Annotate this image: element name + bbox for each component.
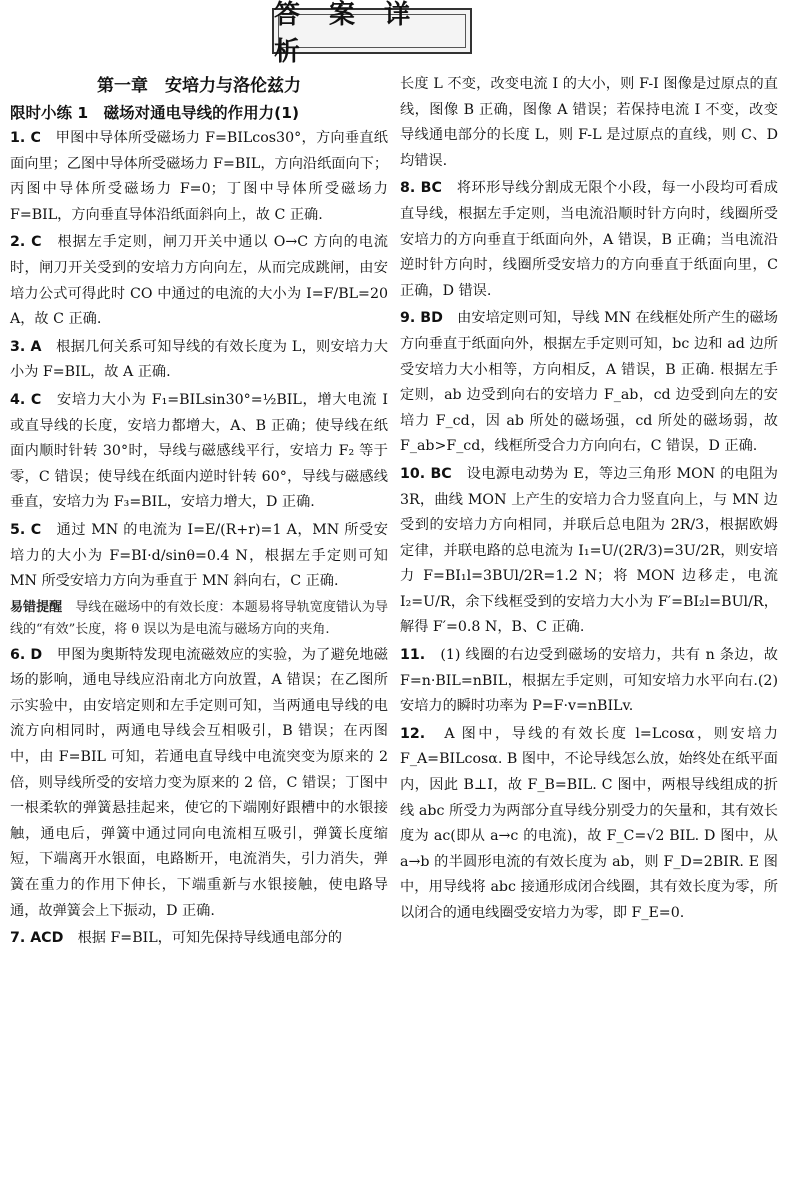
answer-item: 5. C 通过 MN 的电流为 I=E/(R+r)=1 A，MN 所受安培力的大小为 F=BI·d/sinθ=0.4 N，根据左手定则可知 MN 所受安培力方向为垂直于 MN 斜向右，C 正确. <box>10 521 388 590</box>
answer-item: 9. BD 由安培定则可知，导线 MN 在线框处所产生的磁场方向垂直于纸面向外，根据左手定则可知，bc 边和 ad 边所受安培力大小相等，方向相反，A 错误，B 正确. 根据左手定则，ab 边受到向右的安培力 F_ab，cd 边受到向左的安培力 F_cd，因 ab 所处的磁场强，cd 所处的磁场弱，故 F_ab>F_cd，线框所受合力方向向右，C 错误，D 正确. <box>400 310 778 455</box>
answer-item: 8. BC 将环形导线分割成无限个小段，每一小段均可看成直导线，根据左手定则，当电流沿顺时针方向时，线圈所受安培力的方向垂直于纸面向外，A 错误，B 正确；当电流沿逆时针方向时，线圈所受安培力的方向垂直于纸面向里，C 正确，D 错误. <box>400 180 778 299</box>
answer-item: 11. (1) 线圈的右边受到磁场的安培力，共有 n 条边，故 F=n·BIL=nBIL，根据左手定则，可知安培力水平向右.(2) 安培力的瞬时功率为 P=F·v=nBILv. <box>400 647 778 715</box>
banner-title: 答 案 详 析 <box>274 0 421 67</box>
answer-item-continued: 长度 L 不变，改变电流 I 的大小，则 F-I 图像是过原点的直线，图像 B 正确，图像 A 错误；若保持电流 I 不变，改变导线通电部分的长度 L，则 F-L 是过原点的直线，则 C、D 均错误. <box>400 76 778 169</box>
answer-item: 4. C 安培力大小为 F₁=BILsin30°=½BIL，增大电流 I 或直导线的长度，安培力都增大，A、B 正确；使导线在纸面内顺时针转 30°时，导线与磁感线平行，安培力 F₂ 等于零，C 错误；使导线在纸面内逆时针转 60°，导线与磁感线垂直，安培力为 F₃=BIL，安培力增大，D 正确. <box>10 391 388 511</box>
answer-item: 6. D 甲图为奥斯特发现电流磁效应的实验，为了避免地磁场的影响，通电导线应沿南北方向放置，A 错误；在乙图所示实验中，由安培定则和左手定则可知，当两通电导线的电流方向相同时，两通电导线会互相吸引，B 错误；在丙图中，由 F=BIL 可知，若通电直导线中电流突变为原来的 2 倍，则导线所受的安培力变为原来的 2 倍，C 错误；丁图中一根柔软的弹簧悬挂起来，使它的下端刚好跟槽中的水银接触，通电后，弹簧中通过同向电流相互吸引，弹簧长度缩短，下端离开水银面，电路断开，电流消失，引力消失，弹簧在重力的作用下伸长，下端重新与水银接触，使电路导通，故弹簧会上下振动，D 正确. <box>10 646 388 919</box>
answer-item: 1. C 甲图中导体所受磁场力 F=BILcos30°，方向垂直纸面向里；乙图中导体所受磁场力 F=BIL，方向沿纸面向下；丙图中导体所受磁场力 F=0；丁图中导体所受磁场力 F=BIL，方向垂直导体沿纸面斜向上，故 C 正确. <box>10 130 389 223</box>
answer-item: 2. C 根据左手定则，闸刀开关中通以 O→C 方向的电流时，闸刀开关受到的安培力方向向左，从而完成跳闸，由安培力公式可得此时 CO 中通过的电流的大小为 I=F/BL=20 A，故 C 正确. <box>10 234 388 328</box>
answer-banner <box>272 0 472 67</box>
answer-item: 12. A 图中，导线的有效长度 l=Lcosα，则安培力 F_A=BILcosα. B 图中，不论导线怎么放，始终处在纸平面内，因此 B⊥I，故 F_B=BIL. C 图中，两根导线组成的折线 abc 所受力为两部分直导线分别受力的矢量和，其有效长度为 ac(即从 a→c 的电流)，故 F_C=√2 BIL. D 图中，从 a→b 的半圆形电流的有效长度为 ab，则 F_D=2BIR. E 图中，用导线将 abc 接通形成闭合线圈，其有效长度为零，所以闭合的通电线圈受安培力为零，即 F_E=0. <box>400 725 778 921</box>
answer-item: 10. BC 设电源电动势为 E，等边三角形 MON 的电阻为 3R，曲线 MON 上产生的安培力合力竖直向上，与 MN 边受到的安培力方向相同，并联后总电阻为 2R/3，根据欧姆定律，并联电路的总电流为 I₁=U/(2R/3)=3U/2R，则安培力 F=BI₁l=3BUl/2R=1.2 N；将 MON 边移走，电流 I₂=U/R，余下线框受到的安培力大小为 F′=BI₂l=BUl/R，解得 F′=0.8 N，B、C 正确. <box>400 465 778 636</box>
right-column <box>400 72 778 929</box>
chapter-title: 第一章 安培力与洛伦兹力 <box>97 76 301 96</box>
answer-item: 3. A 根据几何关系可知导线的有效长度为 L，则安培力大小为 F=BIL，故 A 正确. <box>10 338 388 381</box>
section-title: 限时小练 1 磁场对通电导线的作用力(1) <box>10 104 300 122</box>
left-column <box>10 72 388 954</box>
answer-item: 7. ACD 根据 F=BIL，可知先保持导线通电部分的 <box>10 930 343 947</box>
error-tip: 易错提醒 导线在磁场中的有效长度：本题易将导轨宽度错认为导线的“有效”长度，将 θ 误以为是电流与磁场方向的夹角. <box>10 599 388 637</box>
